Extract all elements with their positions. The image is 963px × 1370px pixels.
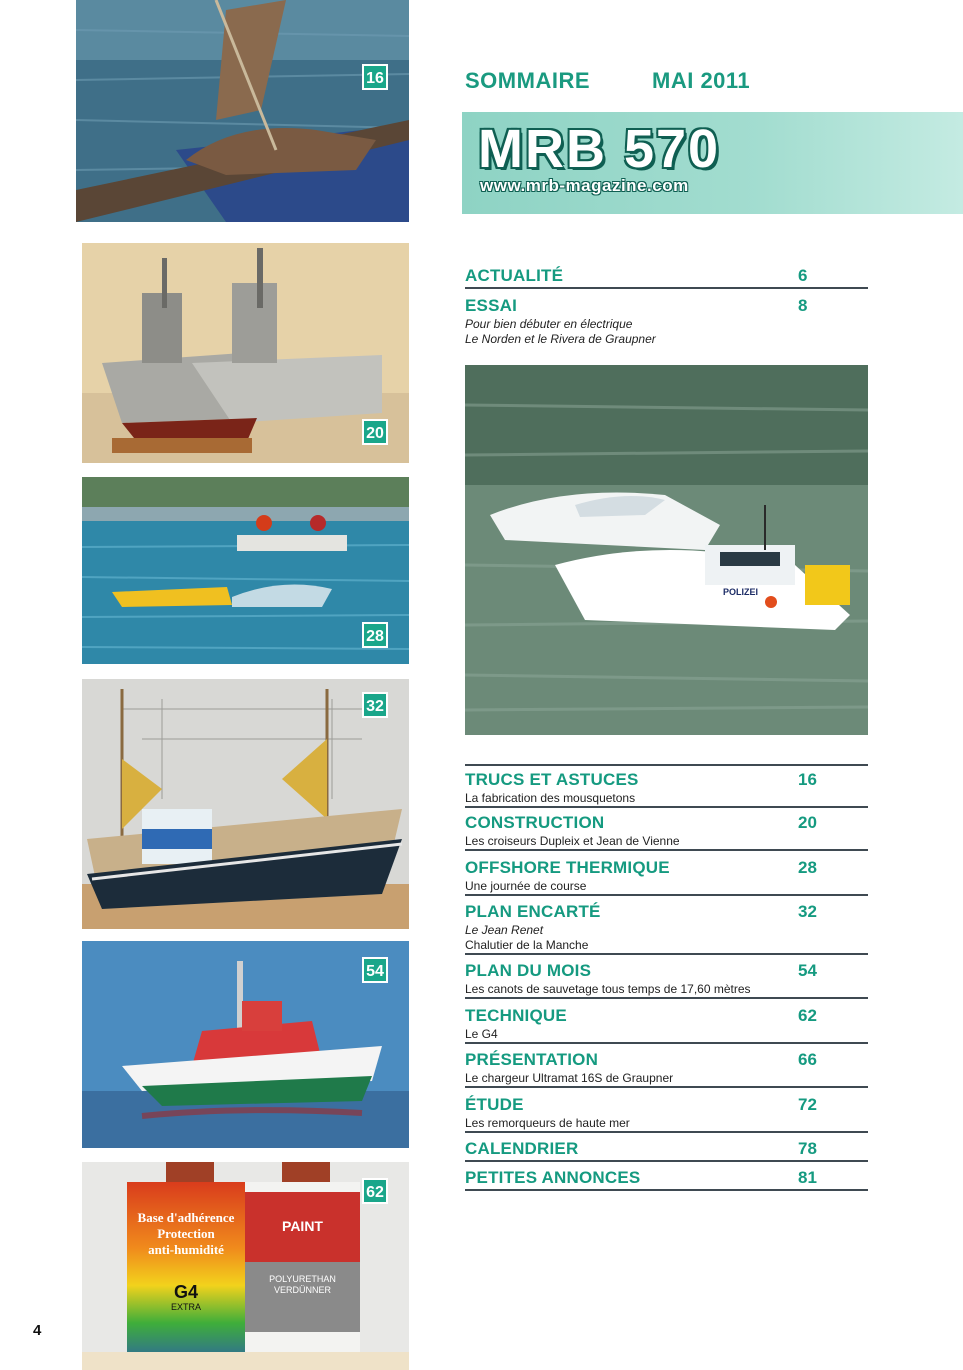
can-left-label: Base d'adhérence Protection anti-humidité (137, 1210, 235, 1257)
toc-item-construction[interactable]: CONSTRUCTION 20 Les croiseurs Dupleix et Jean de Vienne (465, 812, 868, 851)
photo-paint-cans (82, 1162, 409, 1370)
page-number: 4 (33, 1322, 42, 1339)
magazine-url[interactable]: www.mrb-magazine.com (480, 176, 689, 195)
photo-trawler (82, 679, 409, 929)
toc-item-trucs-et-astuces[interactable]: TRUCS ET ASTUCES 16 La fabrication des mousquetons (465, 764, 868, 808)
toc-item-plan-encarte[interactable]: PLAN ENCARTÉ 32 Le Jean Renet Chalutier de la Manche (465, 901, 868, 955)
magazine-banner (462, 112, 963, 214)
photo-police-boats (465, 365, 868, 735)
page-badge-54: 54 (362, 957, 388, 983)
boat-label: POLIZEI (723, 587, 759, 597)
toc-item-etude[interactable]: ÉTUDE 72 Les remorqueurs de haute mer (465, 1094, 868, 1133)
photo-offshore-race (82, 477, 409, 664)
photo-warships (82, 243, 409, 463)
photo-lifeboat (82, 941, 409, 1148)
toc-item-offshore-thermique[interactable]: OFFSHORE THERMIQUE 28 Une journée de course (465, 857, 868, 896)
toc-item-actualite[interactable]: ACTUALITÉ 6 (465, 265, 868, 289)
toc-item-essai[interactable]: ESSAI 8 Pour bien débuter en électrique Le Norden et le Rivera de Graupner (465, 296, 808, 346)
toc-item-technique[interactable]: TECHNIQUE 62 Le G4 (465, 1005, 868, 1044)
page-badge-20: 20 (362, 419, 388, 445)
toc-item-calendrier[interactable]: CALENDRIER 78 (465, 1138, 868, 1162)
section-label: SOMMAIRE (465, 68, 590, 93)
toc-item-petites-annonces[interactable]: PETITES ANNONCES 81 (465, 1167, 868, 1191)
section-header (465, 68, 755, 94)
issue-date: MAI 2011 (652, 68, 751, 93)
can-right-label: POLYURETHAN VERDÜNNER (269, 1274, 336, 1295)
page-badge-16: 16 (362, 64, 388, 90)
toc-item-plan-du-mois[interactable]: PLAN DU MOIS 54 Les canots de sauvetage tous temps de 17,60 mètres (465, 960, 868, 999)
toc-item-presentation[interactable]: PRÉSENTATION 66 Le chargeur Ultramat 16S de Graupner (465, 1049, 868, 1088)
can-left-extra: EXTRA (170, 1302, 201, 1312)
page-badge-28: 28 (362, 622, 388, 648)
photo-rigging (76, 0, 409, 222)
page-badge-62: 62 (362, 1178, 388, 1204)
can-right-brand: PAINT (282, 1218, 323, 1234)
can-left-type: G4 (173, 1282, 198, 1302)
page-badge-32: 32 (362, 692, 388, 718)
magazine-title: MRB 570 (478, 119, 721, 179)
